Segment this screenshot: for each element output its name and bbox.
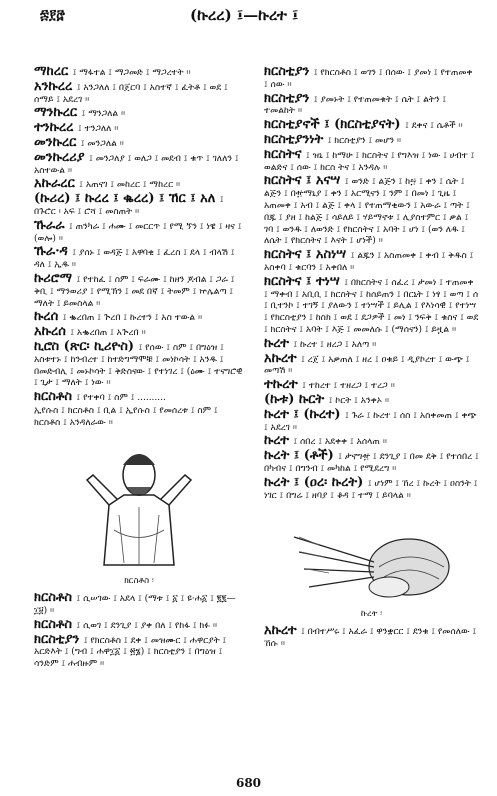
entry-definition: ፤ ሲሠገው ፤ አደላ ፤ (ማቱ ፤ ፩ ፤ ዩ·ሐ፩ ፤ ፪፪—፲፱) ፡፡ <box>34 594 236 616</box>
christ-illustration <box>79 435 199 570</box>
entry-headword: ክርስቲያኖች ፤ (ክርስቲያናት) <box>264 117 406 133</box>
entry-headword: ኩሪሮማ <box>34 270 77 286</box>
entry-definition: ፤ ወንድ ፤ ልጅን ፤ ከ፵ ፤ ቀን ፤ ሴት ፤ ልጅን ፤ በ፹ማኒያ ፤ ቀን ፤ አርሚናን ፤ ንም ፤ በመነ ፤ ጊዜ ፤ አጠመቀ ፤ አብ ፤ ልጅ ፤ ቀላ ፤ የተጠማቂውን ፤ አውራ ፤ ጣት ፤ በጁ ፤ ያዘ ፤ ከልጅ ፤ ሳይለይ ፤ ሃይማኖቱ ፤ ሊያስተምር ፤ ቃል ፤ ገባ ፤ ወንዱ ፤ ለወንድ ፤ የክርስትና ፤ አባት ፤ ሆነ ፤ (ወን ለዱ ፤ ለሴት ፤ የክርስትና ፤ እናት ፤ ሆነች) ፡፡ <box>264 177 470 247</box>
dictionary-entry <box>264 391 479 408</box>
entry-definition: ፤ ያሰኑ ፤ ወዳጅ ፤ አዋባቂ ፤ ፈረስ ፤ ደላ ፤ ብላሽ ፤ ዳለ ፤ ኢዱ ፡፡ <box>34 248 235 271</box>
entry-headword: መንኩረር <box>34 134 81 150</box>
entry-definition: ፤ በብተሥሩ ፤ አፈራ ፤ ዋንቋርር ፤ ደንቁ ፤ የመሰለው ፤ ኸሱ ፡፡ <box>264 626 477 649</box>
entry-definition: ፤ አጠናገ ፤ መከረር ፤ ማከረር ፡፡ <box>79 180 181 191</box>
dictionary-entry <box>264 474 479 503</box>
figure-caption: ኩረት ፡ <box>360 609 383 620</box>
entry-headword: ኪሮስ (ጽር፡ ኪሪዮስ) <box>34 338 139 354</box>
entry-definition: ፤ በክርስትና ፤ ሰፈረ ፤ ታመነ ፤ ተጠመቀ ፤ ማቀብ ፤ አቢቢ ፤ ክርስትና ፤ ከሰይጠን ፤ በርኒት ፤ ነፃ ፤ ወጣ ፤ ሰ ፤ ቢተንኮ ፤ ተገኝ ፤ ያለውን ፤ ተነሣች ፤ ይሊል ፤ የእነሳዊ ፤ የተነሣ ፤ የክርስቲያን ፤ ከስክ ፤ ወደ ፤ ደጋዎች ፤ መነ ፤ ንፍቅ ፤ ቁስና ፤ ወደ ፤ ክርስትና ፤ አባት ፤ እጅ ፤ መመለሱ ፤ (ማሰናን) ፤ ይዟል ፡፡ <box>264 277 479 335</box>
entry-headword: ክርስትና ፤ አናሣ <box>264 173 345 189</box>
entry-headword: (ኩቱ) ኩርት <box>264 391 329 407</box>
dictionary-entry <box>34 406 244 430</box>
entry-headword: ኩረተ <box>264 433 294 449</box>
entry-definition: ፤ የሰው ፤ ስም ፤ በግዕዝ ፤ አስቱተኑ ፤ ከንብረተ ፤ ከተድግማሞቹ ፤ መነኮሳት ፤ አንዱ ፤ በመድብሊ ፤ መኑኮሳት ፤ ቅድስናው ፤ የተነገረ ፤ (ዕሙ ፤ ተናግሮዊ ፤ ጊታ ፤ ማለት ፤ ነው ፡፡ <box>34 342 243 389</box>
entry-definition: ፤ ተከረተ ፤ ተዘረጋ ፤ ተረጋ ፡፡ <box>302 381 395 392</box>
entry-definition: ፤ ሲወገ ፤ ደንጊያ ፤ ያቀ በለ ፤ የከፋ ፤ ክፉ ፡፡ <box>76 620 218 631</box>
dictionary-entry <box>264 146 479 175</box>
entry-headword: ክርስቶስ <box>34 616 77 632</box>
entry-headword: ክርስትና ፤ ተነሣ <box>264 273 345 289</box>
entry-definition: ፤ የክርስቶስ ፤ ወገን ፤ በሰው ፤ ያመነ ፤ የተጠመቀ ፤ ሰው ፡፡ <box>264 68 473 90</box>
header-left-number: ፷፻፸ <box>40 8 65 23</box>
dictionary-entry <box>34 134 244 151</box>
entry-headword: ኹራ·ዳ <box>34 244 73 260</box>
dictionary-entry <box>264 622 479 651</box>
entry-headword: አንኩረረ <box>34 78 77 94</box>
entry-definition: ፤ የተከፈ ፤ ስም ፤ ፍራሙ ፤ ከዘን ጆብል ፤ ጋራ ፤ ቅቢ ፤ ማንወሪያ ፤ የሚኽን ፤ መደ በኛ ፤ ትመም ፤ ኵሌልጣ ፤ ማለት ፤ ይመስላል ፡፡ <box>34 274 235 309</box>
dictionary-entry <box>264 350 479 379</box>
dictionary-entry <box>264 66 479 92</box>
dictionary-entry <box>34 326 244 340</box>
dictionary-entry <box>264 450 479 476</box>
entry-headword: ክርስቲያን <box>34 631 84 647</box>
entry-definition: ፤ የክርስቶስ ፤ ደቀ ፤ መዝሙር ፤ ሐዋርያት ፤ አርድእት ፤ (ግብ ፤ ሐዋ፲፩ ፤ ፳፮) ፤ ክርስቲያን ፤ በግዕዝ ፤ ሳንድም ፤ ሐብዙም ፡፡ <box>34 635 227 670</box>
entry-headword: ኩረሰ <box>34 309 63 325</box>
entry-headword: ኩረተ <box>264 335 294 351</box>
dictionary-entry <box>34 149 244 178</box>
entry-headword: ክርስቲያን <box>264 90 314 106</box>
dictionary-entry <box>264 406 479 435</box>
entry-definition: ፤ ኮርት ፤ አንቀኦ ፡፡ <box>328 395 390 406</box>
entry-definition: ፤ አቈረበጠ ፤ አጕረበ ፡፡ <box>70 328 146 339</box>
dictionary-entry <box>34 592 244 618</box>
entry-definition: ፤ ማፋተል ፤ ማጋመድ ፤ ማጋረተት ፡፡ <box>72 68 191 78</box>
page-header <box>0 6 497 28</box>
entry-headword: ማንኩረር <box>34 105 82 121</box>
dictionary-entry <box>34 616 244 633</box>
entry-definition: ፤ በጉሮር ፡ አፍ ፤ ሮሻ ፤ መስጠት ፡፡ <box>34 195 224 217</box>
dictionary-entry <box>34 391 244 405</box>
entry-definition: ፤ ቈረበጠ ፤ ጕረበ ፤ ኩረተን ፤ አስ ተውል ፡፡ <box>62 313 203 324</box>
dictionary-entry <box>34 78 244 107</box>
page-number: 680 <box>235 776 262 790</box>
entry-definition: ፤ ያመኑት ፤ የተጠመቁት ፤ ሴት ፤ ልትን ፤ ተመልከት ፡፡ <box>264 94 447 117</box>
entry-definition: ፤ መንጋለያ ፤ ወለጋ ፤ መደብ ፤ ቁጥ ፤ ገለለን ፤ አስተውል ፡፡ <box>34 153 239 176</box>
entry-headword: ኩረት ፤ (ዐረ፡ ኩረት) <box>264 474 368 490</box>
entry-headword: አኩራረር <box>34 176 80 192</box>
entry-headword: አኩረተ <box>264 622 302 638</box>
entry-headword: ማከረር <box>34 64 73 79</box>
entry-definition: ፤ ኩረተ ፤ ዘረጋ ፤ አለጣ ፡፡ <box>293 339 377 350</box>
dictionary-entry <box>34 311 244 325</box>
entry-headword: ክርስቶስ <box>34 590 77 606</box>
dictionary-entry <box>264 90 479 119</box>
header-center-title: (ኩረረ) ፤—ኩረተ ፤ <box>190 6 299 24</box>
dictionary-entry <box>34 338 244 390</box>
left-column <box>34 66 244 672</box>
dictionary-entry <box>264 131 479 148</box>
dictionary-entry <box>34 178 244 192</box>
dictionary-entry <box>34 193 244 219</box>
dictionary-entry <box>34 270 244 310</box>
dictionary-entry <box>264 249 479 275</box>
dictionary-entry <box>264 335 479 352</box>
entry-definition: ፤ ሰበረ ፤ አደቀቀ ፤ አሰላጠ ፡፡ <box>293 437 387 448</box>
dictionary-entry <box>34 122 244 136</box>
entry-headword: ክርስትና <box>264 146 307 162</box>
dictionary-entry <box>34 217 244 246</box>
entry-definition: ፤ ልጁን ፤ አስጠመቀ ፤ ቀብ ፤ ቅዱስ ፤ አስቀባ ፤ ቁርባን ፤ አቀበለ ፡፡ <box>264 251 474 273</box>
entry-headword: ተኩረተ <box>264 377 303 393</box>
entry-headword: ኹራራ <box>34 217 70 233</box>
entry-headword: ክርስቲያንነት <box>264 131 328 147</box>
entry-definition: ፤ ማንጋለል ፡፡ <box>81 109 126 120</box>
entry-headword: አኩረተ <box>264 350 302 366</box>
entry-headword: ክርስቶስ <box>34 389 77 405</box>
right-column <box>264 66 479 651</box>
dictionary-entry <box>34 66 244 80</box>
entry-definition: ፤ ጉራ ፤ ኩረተ ፤ ሰስ ፤ አስቀመጠ ፤ ቀጭ ፤ አደረገ ፡፡ <box>264 410 477 433</box>
entry-headword: ኩረተ ፤ (ኩረተ) <box>264 406 346 422</box>
entry-headword: ክርስቲያን <box>264 64 314 79</box>
dictionary-entry <box>34 246 244 272</box>
dictionary-entry <box>34 107 244 121</box>
dictionary-entry <box>34 631 244 671</box>
garlic-illustration <box>289 507 459 602</box>
entry-definition: ፤ አንጋለለ ፤ በጀርባ ፤ አስተኛ ፤ ፈትቶ ፤ ወደ ፤ ሰማይ ፤ አደረገ ፡፡ <box>34 82 228 105</box>
entry-definition: ፤ ክርስቲያን ፤ መሆን ፡፡ <box>327 135 402 146</box>
dictionary-entry <box>264 119 479 133</box>
entry-headword: አኩረሰ <box>34 324 71 340</box>
entry-headword: ኩረት ፤ (ቶች) <box>264 448 339 464</box>
dictionary-entry <box>264 273 479 337</box>
entry-definition: ፤ ጠንካራ ፤ ሐሙ ፤ መርርጥ ፤ የሚ ኘን ፤ ነዌ ፤ ዛና ፤ (ወሎ) ፡፡ <box>34 221 242 244</box>
entry-headword: ክርስትና ፤ አስነሣ <box>264 247 351 263</box>
entry-definition: ፤ ረጀ ፤ አቃጠለ ፤ ዘረ ፤ ዐቁይ ፤ ዲያኮረተ ፤ ውጭ ፤ መጣሽ ፡፡ <box>264 354 470 377</box>
figure-caption: ክርስቶስ ፡ <box>124 576 154 587</box>
entry-definition: ኢየሱስ ፤ ክርስቶስ ፤ ቢል ፤ ኢየሱስ ፤ የመሰረቱ ፤ ስም ፤ ክርስቶስ ፤ አንዳለራው ፡፡ <box>34 405 218 428</box>
entry-definition: ፤ የተቀባ ፤ ስም ፤ .......... <box>76 393 166 404</box>
entry-definition: ፤ ሆነም ፤ ኸረ ፤ ኩረት ፤ ዐስንት ፤ ነገር ፤ በግሬ ፤ ዘባያ ፤ ቆዳ ፤ ተማ ፤ ይባላል ፡፡ <box>264 478 478 501</box>
entry-definition: ፤ ዝኒ ፤ ከማሁ ፤ ክርስትና ፤ የግእዝ ፤ ነው ፤ ሀብተ ፤ ወልድና ፤ ሰው ፤ ክርስ ትና ፤ አንዳሉ ፡፡ <box>264 150 475 173</box>
entry-headword: መንኩረሪያ <box>34 149 90 165</box>
entry-definition: ፤ ታኖግ፹ ፤ ደንጊያ ፤ በመ ደቅ ፤ የተሰበረ ፤ በካብና ፤ በግንብ ፤ መካከል ፤ የሚደረግ ፡፡ <box>264 452 479 474</box>
dictionary-entry <box>264 435 479 449</box>
entry-definition: ፤ ተንጋለለ ፡፡ <box>77 124 119 135</box>
entry-definition: ፤ ደቀና ፤ ሴቶች ፡፡ <box>405 121 463 132</box>
entry-definition: ፤ መንጋለል ፡፡ <box>80 138 124 149</box>
dictionary-entry <box>264 379 479 393</box>
entry-headword: (ኩሪረ) ፤ ኩረረ ፤ ቈረረ) ፤ ኸር ፤ አለ <box>34 191 220 207</box>
dictionary-entry <box>264 175 479 248</box>
entry-headword: ተንኩረረ <box>34 120 78 136</box>
